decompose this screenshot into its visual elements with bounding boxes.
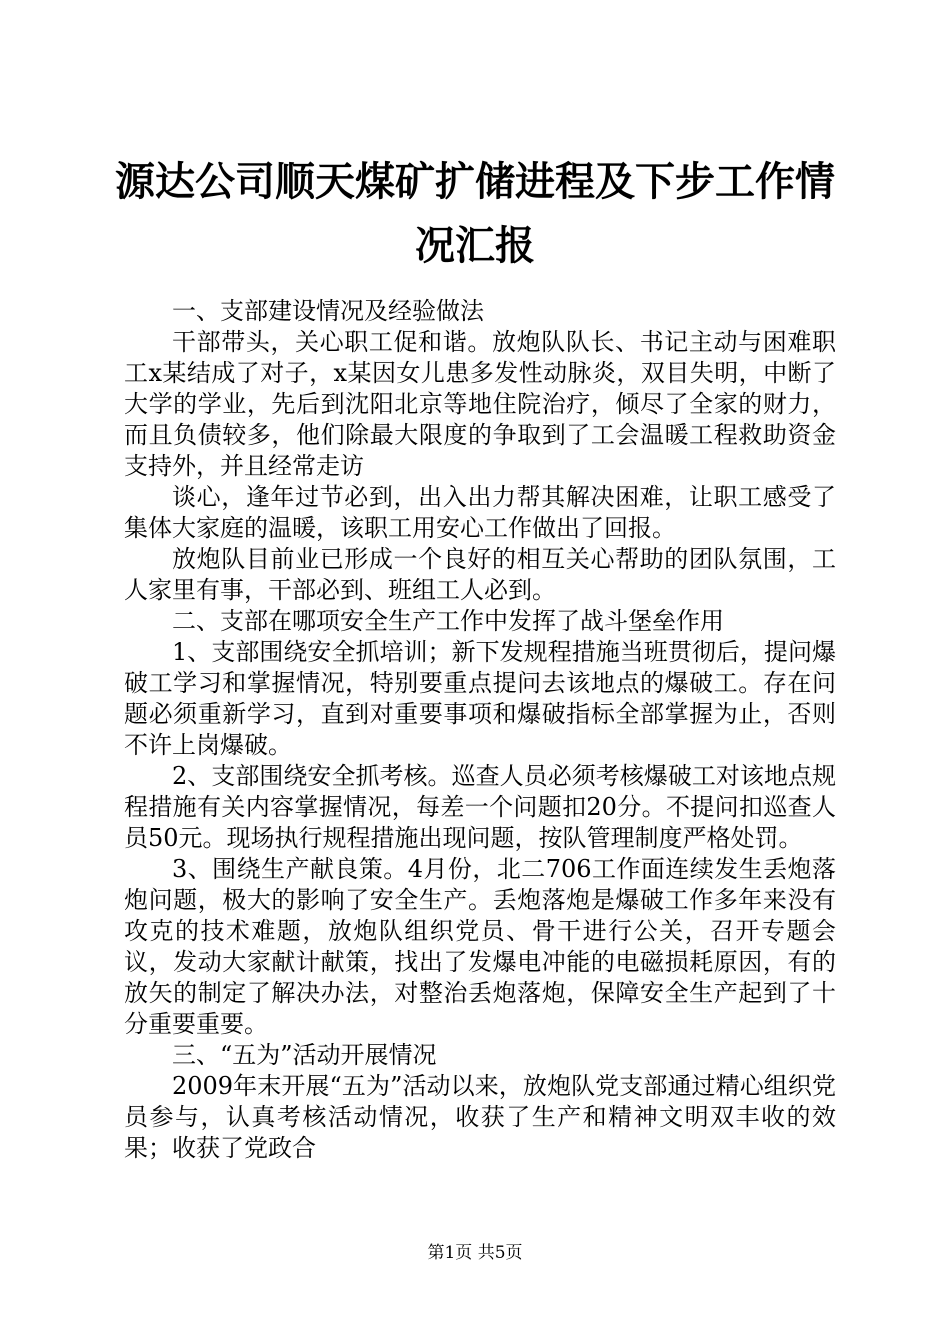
- paragraph: 2009年末开展“五为”活动以来，放炮队党支部通过精心组织党员参与，认真考核活动情况，收获了生产和精神文明双丰收的效果；收获了党政合: [124, 1072, 836, 1162]
- paragraph: 3、围绕生产献良策。4月份，北二706工作面连续发生丢炮落炮问题，极大的影响了安全生产。丢炮落炮是爆破工作多年来没有攻克的技术难题，放炮队组织党员、骨干进行公关，召开专题会议，发动大家献计献策，找出了发爆电冲能的电磁损耗原因，有的放矢的制定了解决办法，对整治丢炮落炮，保障安全生产起到了十分重要重要。: [124, 855, 836, 1038]
- paragraph: 放炮队目前业已形成一个良好的相互关心帮助的团队氛围，工人家里有事，干部必到、班组工人必到。: [124, 545, 836, 604]
- document-body: [124, 296, 836, 1164]
- document-title: 源达公司顺天煤矿扩储进程及下步工作情况汇报: [115, 159, 835, 269]
- paragraph: 干部带头，关心职工促和谐。放炮队队长、书记主动与困难职工x某结成了对子，x某因女儿患多发性动脉炎，双目失明，中断了大学的学业，先后到沈阳北京等地住院治疗，倾尽了全家的财力，而且负债较多，他们除最大限度的争取到了工会温暖工程救助资金支持外，并且经常走访: [124, 328, 836, 480]
- paragraph: 1、支部围绕安全抓培训；新下发规程措施当班贯彻后，提问爆破工学习和掌握情况，特别要重点提问去该地点的爆破工。存在问题必须重新学习，直到对重要事项和爆破指标全部掌握为止，否则不许上岗爆破。: [124, 638, 836, 759]
- page-footer: 第1页 共5页: [427, 1243, 523, 1263]
- paragraph: 2、支部围绕安全抓考核。巡查人员必须考核爆破工对该地点规程措施有关内容掌握情况，每差一个问题扣20分。不提问扣巡查人员50元。现场执行规程措施出现问题，按队管理制度严格处罚。: [124, 762, 836, 852]
- paragraph: 谈心，逢年过节必到，出入出力帮其解决困难，让职工感受了集体大家庭的温暖，该职工用安心工作做出了回报。: [124, 483, 836, 542]
- section-heading: 三、“五为”活动开展情况: [172, 1041, 437, 1069]
- section-heading: 二、支部在哪项安全生产工作中发挥了战斗堡垒作用: [172, 607, 724, 635]
- section-heading: 一、支部建设情况及经验做法: [172, 297, 484, 325]
